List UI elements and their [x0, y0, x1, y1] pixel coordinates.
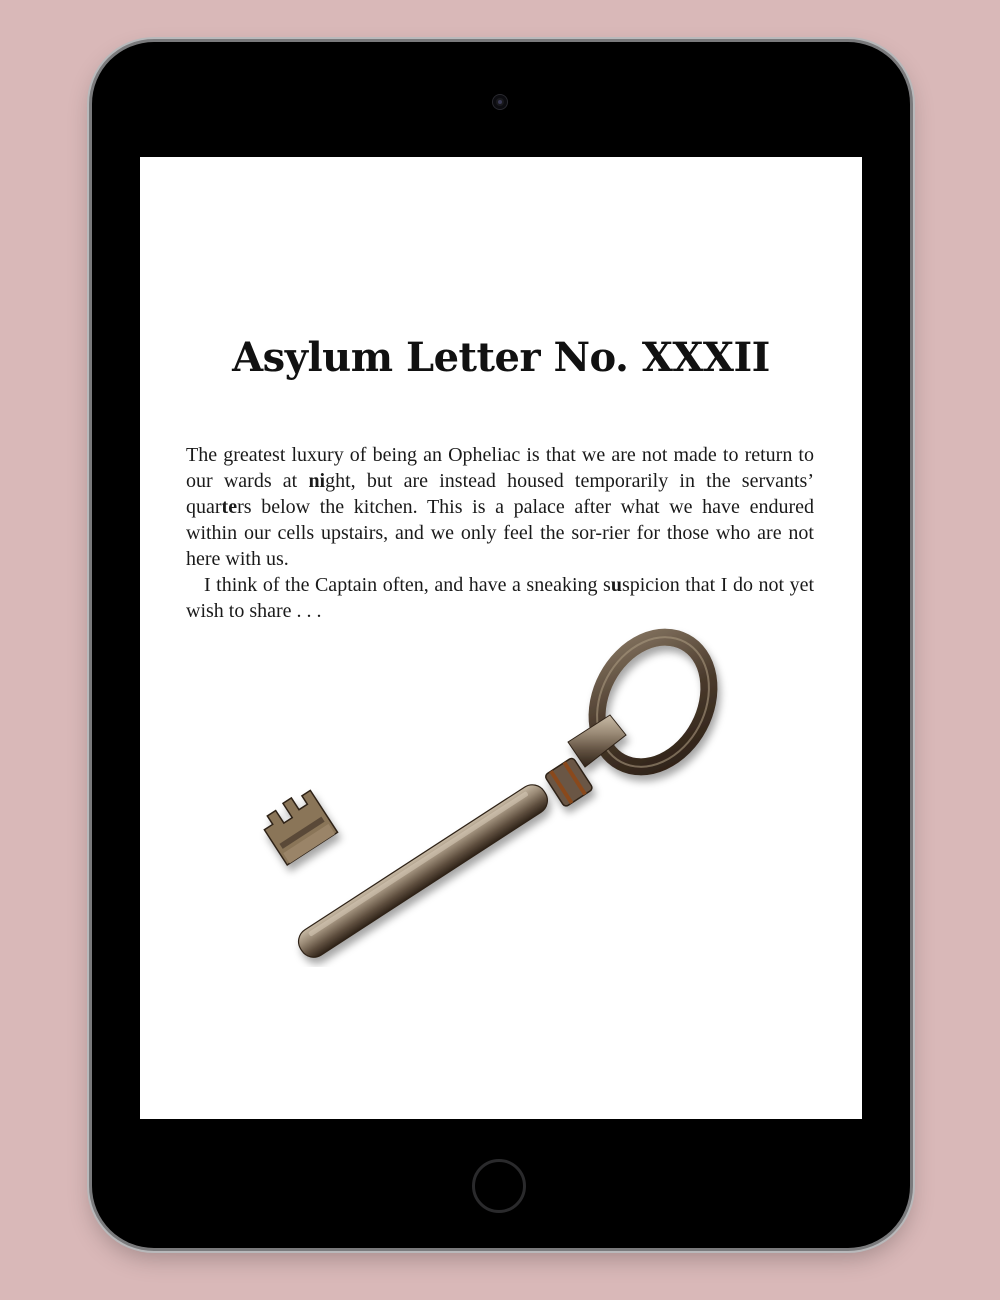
paragraph-1-run-1: The greatest luxury of being an Opheliac is that we are not made to return to our wards at: [186, 444, 814, 492]
paragraph-1-run-4: te: [221, 496, 238, 518]
paragraph-1-run-3: ght, but are instead housed temporarily in the servants’ quar: [186, 470, 814, 518]
paragraph-2-run-2: u: [610, 574, 622, 596]
paragraph-2-run-1: I think of the Captain often, and have a sneaking s: [204, 574, 611, 596]
reader-screen[interactable]: [140, 157, 862, 1119]
paragraph-1-run-2: ni: [308, 470, 326, 492]
paragraph-1-run-5: rs below the kitchen. This is a palace after what we have endured within our cells upstairs, and we only feel the sor-rier for those who are not here with us.: [186, 496, 814, 570]
tablet-device: [92, 42, 910, 1248]
home-button[interactable]: [472, 1159, 526, 1213]
paragraph-2: [186, 572, 814, 624]
page-title: Asylum Letter No. XXXII: [232, 333, 770, 381]
paragraph-1: [186, 442, 814, 572]
paragraph-2-run-3: spicion that I do not yet wish to share . . .: [186, 574, 814, 622]
front-camera: [493, 95, 507, 109]
antique-key-icon: [250, 627, 730, 967]
letter-body: [186, 442, 814, 624]
